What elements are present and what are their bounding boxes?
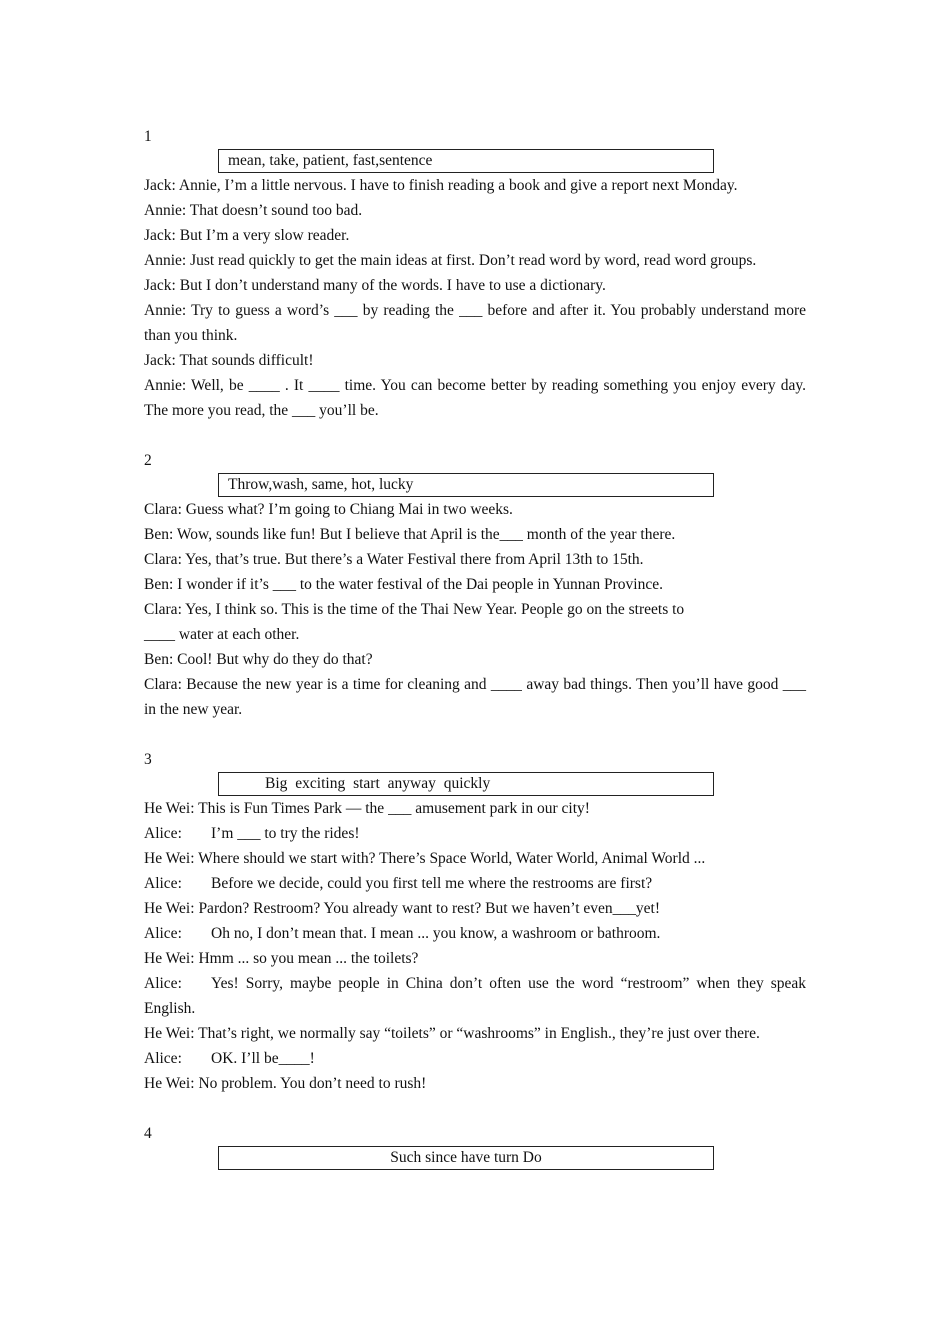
word-box: Such since have turn Do [218, 1146, 714, 1170]
dialogue-line [144, 821, 806, 846]
dialogue-line [144, 946, 806, 971]
dialogue-line [144, 223, 806, 248]
speaker-name: He Wei: [144, 950, 195, 967]
speaker-name: He Wei: [144, 900, 195, 917]
dialogue-text: Oh no, I don’t mean that. I mean ... you know, a washroom or bathroom. [211, 925, 661, 942]
dialogue-text: No problem. You don’t need to rush! [194, 1075, 427, 1092]
dialogue-line [144, 796, 806, 821]
dialogue-text: But I’m a very slow reader. [175, 227, 350, 244]
dialogue-line [144, 198, 806, 223]
speaker-name: Clara: [144, 676, 182, 693]
speaker-name: Annie: [144, 202, 187, 219]
dialogue-line [144, 597, 806, 622]
dialogue-line [144, 497, 806, 522]
speaker-name: Jack: [144, 177, 176, 194]
dialogue-text: Because the new year is a time for cleaning and ____ away bad things. Then you’ll have good ___ in the new year. [144, 676, 806, 718]
dialogue-text: OK. I’ll be____! [211, 1050, 315, 1067]
word-box: Big exciting start anyway quickly [218, 772, 714, 796]
word-box: mean, take, patient, fast,sentence [218, 149, 714, 173]
speaker-name: Clara: [144, 601, 182, 618]
dialogue-text: Guess what? I’m going to Chiang Mai in two weeks. [181, 501, 513, 518]
dialogue-line [144, 1071, 806, 1096]
dialogue-text: Yes! Sorry, maybe people in China don’t often use the word “restroom” when they speak English. [144, 975, 806, 1017]
dialogue-text: Well, be ____ . It ____ time. You can become better by reading something you enjoy every day. The more you read, the ___ you’ll be. [144, 377, 806, 419]
dialogue-line [144, 622, 806, 647]
dialogue-text: I wonder if it’s ___ to the water festival of the Dai people in Yunnan Province. [173, 576, 663, 593]
dialogue-line [144, 871, 806, 896]
dialogue-text: That sounds difficult! [175, 352, 314, 369]
dialogue-text: But I don’t understand many of the words. I have to use a dictionary. [175, 277, 606, 294]
dialogue-line [144, 971, 806, 1021]
speaker-name: Ben: [144, 651, 174, 668]
dialogue-line [144, 896, 806, 921]
dialogue-text: Yes, I think so. This is the time of the Thai New Year. People go on the streets to [181, 601, 685, 618]
exercise-content [144, 124, 806, 1195]
speaker-name: Ben: [144, 576, 174, 593]
dialogue-text: Pardon? Restroom? You already want to rest? But we haven’t even___yet! [194, 900, 661, 917]
dialogue-line [144, 647, 806, 672]
speaker-name: Jack: [144, 227, 176, 244]
dialogue-line [144, 1046, 806, 1071]
dialogue-line [144, 547, 806, 572]
dialogue-text: Wow, sounds like fun! But I believe that April is the___ month of the year there. [173, 526, 676, 543]
dialogue-text: ____ water at each other. [144, 626, 300, 643]
dialogue-line [144, 273, 806, 298]
dialogue-line [144, 373, 806, 423]
speaker-name: He Wei: [144, 800, 195, 817]
word-box: Throw,wash, same, hot, lucky [218, 473, 714, 497]
dialogue-text: Try to guess a word’s ___ by reading the ___ before and after it. You probably understand more than you think. [144, 302, 806, 344]
dialogue-line [144, 173, 806, 198]
dialogue-line [144, 298, 806, 348]
speaker-name: Alice: [144, 825, 182, 842]
dialogue-text: Hmm ... so you mean ... the toilets? [194, 950, 419, 967]
dialogue-line [144, 672, 806, 722]
dialogue-text: I’m ___ to try the rides! [211, 825, 360, 842]
dialogue-line [144, 572, 806, 597]
speaker-name: He Wei: [144, 1025, 195, 1042]
exercise-section-3 [144, 747, 806, 1096]
speaker-name: Annie: [144, 252, 187, 269]
dialogue-text: Just read quickly to get the main ideas at first. Don’t read word by word, read word groups. [186, 252, 757, 269]
dialogue-text: Where should we start with? There’s Space World, Water World, Animal World ... [194, 850, 706, 867]
speaker-name: Alice: [144, 975, 182, 992]
dialogue-text: Yes, that’s true. But there’s a Water Festival there from April 13th to 15th. [181, 551, 644, 568]
speaker-name: Annie: [144, 377, 187, 394]
speaker-name: Alice: [144, 925, 182, 942]
dialogue-text: That’s right, we normally say “toilets” or “washrooms” in English., they’re just over there. [194, 1025, 760, 1042]
section-number: 4 [144, 1125, 152, 1142]
speaker-name: Alice: [144, 1050, 182, 1067]
dialogue-line [144, 846, 806, 871]
speaker-name: Jack: [144, 277, 176, 294]
dialogue-line [144, 248, 806, 273]
section-number: 3 [144, 751, 152, 768]
section-number: 1 [144, 128, 152, 145]
speaker-name: Clara: [144, 501, 182, 518]
speaker-name: Jack: [144, 352, 176, 369]
speaker-name: Ben: [144, 526, 174, 543]
dialogue-text: Annie, I’m a little nervous. I have to finish reading a book and give a report next Monday. [175, 177, 738, 194]
speaker-name: Clara: [144, 551, 182, 568]
exercise-section-1 [144, 124, 806, 423]
exercise-section-2 [144, 448, 806, 722]
speaker-name: Alice: [144, 875, 182, 892]
speaker-name: He Wei: [144, 850, 195, 867]
dialogue-line [144, 921, 806, 946]
dialogue-line [144, 522, 806, 547]
dialogue-text: Before we decide, could you first tell me where the restrooms are first? [211, 875, 653, 892]
dialogue-text: This is Fun Times Park — the ___ amusement park in our city! [194, 800, 590, 817]
speaker-name: Annie: [144, 302, 187, 319]
dialogue-line [144, 348, 806, 373]
section-number: 2 [144, 452, 152, 469]
dialogue-text: Cool! But why do they do that? [173, 651, 373, 668]
exercise-section-4 [144, 1121, 806, 1170]
dialogue-line [144, 1021, 806, 1046]
dialogue-text: That doesn’t sound too bad. [186, 202, 363, 219]
speaker-name: He Wei: [144, 1075, 195, 1092]
